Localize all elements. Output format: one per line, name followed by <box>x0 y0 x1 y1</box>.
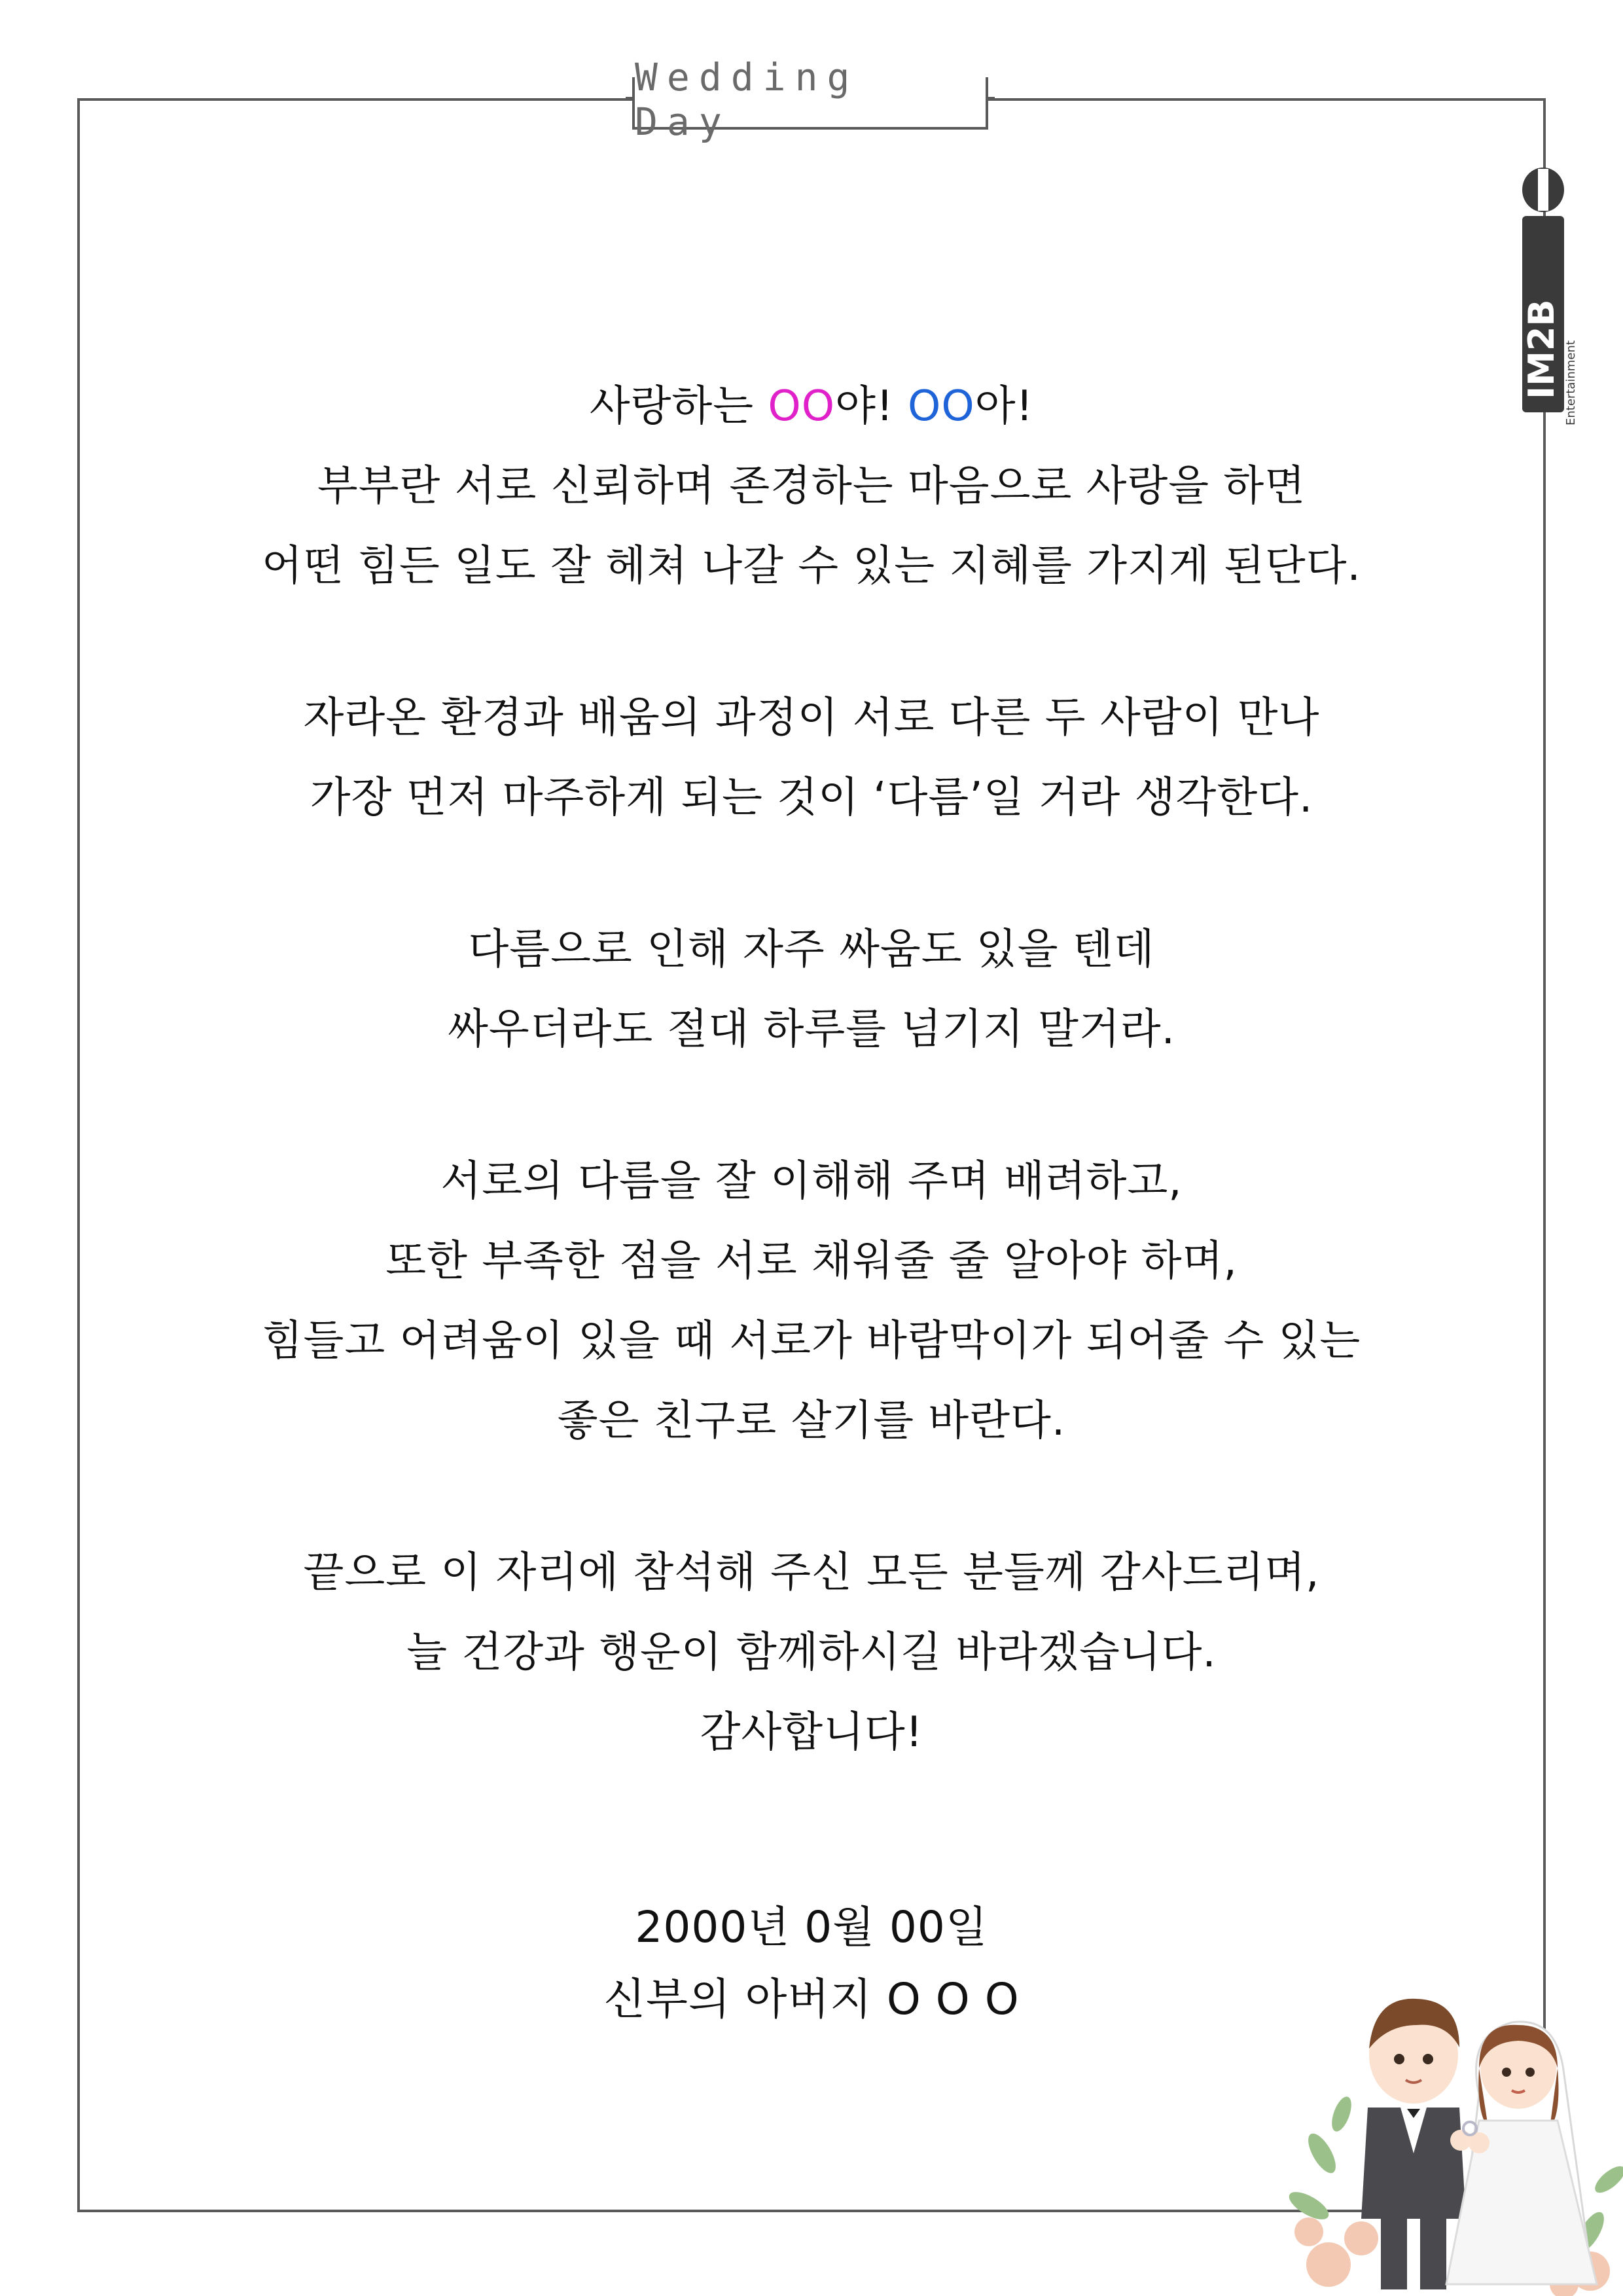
signature-signer: 신부의 아버지 O O O <box>603 1974 1020 2024</box>
logo-text: IM2B <box>1521 299 1562 399</box>
bride-name-placeholder: OO <box>907 382 975 431</box>
letter-line: 가장 먼저 마주하게 되는 것이 ‘다름’일 거라 생각한다. <box>310 774 1313 822</box>
title-tab <box>632 55 988 144</box>
greeting-line <box>0 367 1623 446</box>
letter-line: 감사합니다! <box>700 1708 923 1757</box>
groom-name-placeholder: OO <box>768 382 836 431</box>
letter-line: 부부란 서로 신뢰하며 존경하는 마음으로 사랑을 하면 <box>317 462 1306 511</box>
page-title: Wedding Day <box>635 55 859 144</box>
greeting-suffix: 아! <box>974 382 1034 431</box>
letter-line: 끝으로 이 자리에 참석해 주신 모든 분들께 감사드리며, <box>303 1549 1320 1597</box>
letter-line: 좋은 친구로 살기를 바란다. <box>557 1397 1066 1445</box>
letter-line: 다름으로 인해 자주 싸움도 있을 텐데 <box>468 925 1155 974</box>
letter-line: 힘들고 어려움이 있을 때 서로가 바람막이가 되어줄 수 있는 <box>262 1317 1361 1365</box>
letter-line: 싸우더라도 절대 하루를 넘기지 말거라. <box>448 1005 1175 1054</box>
letter-line: 서로의 다름을 잘 이해해 주며 배려하고, <box>440 1157 1183 1206</box>
letter-line: 늘 건강과 행운이 함께하시길 바라겠습니다. <box>406 1628 1217 1677</box>
wedding-couple-illustration <box>1283 1957 1623 2296</box>
letter-line: 어떤 힘든 일도 잘 헤쳐 나갈 수 있는 지혜를 가지게 된단다. <box>262 542 1361 590</box>
letter-line: 자라온 환경과 배움의 과정이 서로 다른 두 사람이 만나 <box>303 694 1320 742</box>
letter-line: 또한 부족한 점을 서로 채워줄 줄 알아야 하며, <box>385 1237 1238 1285</box>
logo-subtext: Entertainment <box>1564 340 1578 425</box>
greeting-prefix: 사랑하는 <box>589 382 768 431</box>
signature-date: 2000년 0월 00일 <box>635 1902 988 1952</box>
letter-body <box>0 367 1623 1772</box>
greeting-mid: 야! <box>835 382 908 431</box>
